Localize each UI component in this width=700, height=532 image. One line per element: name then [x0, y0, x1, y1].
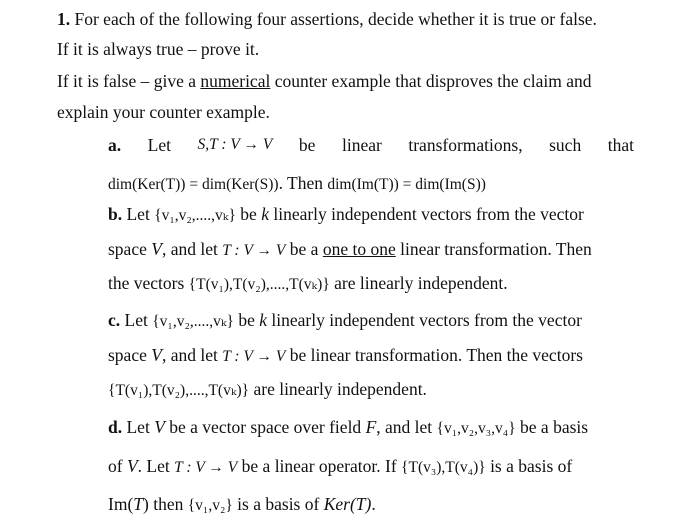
part-d-of: of — [108, 456, 127, 476]
question-line-4 — [57, 101, 270, 123]
part-c-space: space — [108, 345, 152, 365]
part-d-line-1 — [108, 416, 588, 440]
part-d-V-2: V — [126, 456, 138, 476]
part-b-one-to-one: one to one — [322, 239, 396, 259]
part-b-the-vectors: the vectors — [108, 273, 189, 293]
part-d-label: d. — [108, 417, 123, 437]
question-number: 1. — [57, 9, 71, 29]
part-c-label: c. — [108, 310, 121, 330]
part-c-then-vectors: be linear transformation. Then the vectors — [285, 345, 583, 365]
part-d-is-basis-of: is a basis of — [485, 456, 573, 476]
part-d-let: Let — [122, 417, 155, 437]
part-d-image-set: {T(v₃),T(v₄)} — [401, 459, 486, 476]
part-d-then: ) then — [143, 494, 188, 514]
part-a-line-1 — [108, 134, 634, 156]
false-instruction-b: counter example that disproves the claim and — [270, 71, 592, 91]
part-d-is-basis-of-2: is a basis of — [232, 494, 324, 514]
part-b-conclusion: are linearly independent. — [329, 273, 508, 293]
question-line-3 — [57, 70, 592, 92]
part-c-line-2 — [108, 344, 583, 368]
numerical-underlined: numerical — [200, 71, 271, 91]
question-intro: For each of the following four assertions, decide whether it is true or false. — [74, 9, 597, 29]
part-d-and-let: , and let — [376, 417, 437, 437]
part-b-be-a: be a — [285, 239, 323, 259]
part-b-k: k — [261, 204, 269, 224]
part-b-label: b. — [108, 204, 123, 224]
question-line-1 — [57, 8, 597, 30]
part-d-T: T — [133, 494, 144, 514]
part-b-independent-text: linearly independent vectors from the vector — [268, 204, 584, 224]
part-c-line-3 — [108, 378, 427, 402]
part-d-period: . — [371, 494, 376, 514]
part-b-linear-then: linear transformation. Then — [395, 239, 592, 259]
part-b-space: space — [108, 239, 152, 259]
part-d-be-a-basis: be a basis — [515, 417, 589, 437]
part-c-and-let: , and let — [161, 345, 223, 365]
part-d-line-3 — [108, 493, 376, 517]
part-b-V: V — [151, 239, 162, 259]
true-instruction: If it is always true – prove it. — [57, 39, 260, 59]
part-b-line-3 — [108, 272, 508, 296]
part-a-ker-equation: dim(Ker(T)) = dim(Ker(S)) — [108, 176, 279, 193]
part-b-be: be — [235, 204, 262, 224]
false-instruction-a: If it is false – give a — [57, 71, 201, 91]
part-d-V: V — [154, 417, 165, 437]
part-a-let: Let — [147, 135, 171, 155]
part-a-transformations: transformations, — [408, 135, 523, 155]
part-d-basis-set: {v₁,v₂,v₃,v₄} — [436, 420, 516, 437]
part-d-let-2: . Let — [137, 456, 175, 476]
explain-instruction: explain your counter example. — [57, 102, 270, 122]
part-d-vector-space-text: be a vector space over field — [164, 417, 366, 437]
part-a-that: that — [607, 135, 634, 155]
part-d-line-2 — [108, 455, 572, 479]
part-d-linear-operator: be a linear operator. If — [237, 456, 402, 476]
part-b-vector-set: {v₁,v₂,....,vₖ} — [154, 207, 236, 224]
part-d-kernel: Ker(T) — [323, 494, 372, 514]
part-a-linear: linear — [341, 135, 382, 155]
part-c-map: T : V → V — [222, 348, 286, 365]
part-d-F: F — [365, 417, 377, 437]
part-a-im-equation: dim(Im(T)) = dim(Im(S)) — [327, 176, 486, 193]
part-d-im-open: Im( — [108, 494, 134, 514]
question-line-2 — [57, 38, 259, 60]
part-c-vector-set: {v₁,v₂,....,vₖ} — [152, 313, 234, 330]
part-b-map: T : V → V — [222, 242, 286, 259]
part-c-conclusion: are linearly independent. — [249, 379, 427, 399]
part-a-then: . Then — [278, 173, 328, 193]
part-c-k: k — [259, 310, 268, 330]
part-c-be: be — [233, 310, 260, 330]
part-c-V: V — [151, 345, 162, 365]
part-a-line-2 — [108, 172, 486, 196]
part-b-and-let: , and let — [161, 239, 223, 259]
part-b-image-set: {T(v₁),T(v₂),....,T(vₖ)} — [188, 276, 330, 293]
part-a-map: S,T : V → V — [197, 136, 273, 153]
part-d-map: T : V → V — [174, 459, 238, 476]
part-c-image-set: {T(v₁),T(v₂),....,T(vₖ)} — [108, 382, 250, 399]
part-c-independent-text: linearly independent vectors from the vector — [267, 310, 582, 330]
part-b-let: Let — [122, 204, 155, 224]
part-b-line-2 — [108, 238, 592, 262]
part-b-line-1 — [108, 203, 584, 227]
part-a-such: such — [549, 135, 582, 155]
part-d-kernel-set: {v₁,v₂} — [187, 497, 233, 514]
part-a-label: a. — [108, 135, 122, 155]
part-a-be: be — [298, 135, 316, 155]
part-c-line-1 — [108, 309, 582, 333]
part-c-let: Let — [120, 310, 153, 330]
